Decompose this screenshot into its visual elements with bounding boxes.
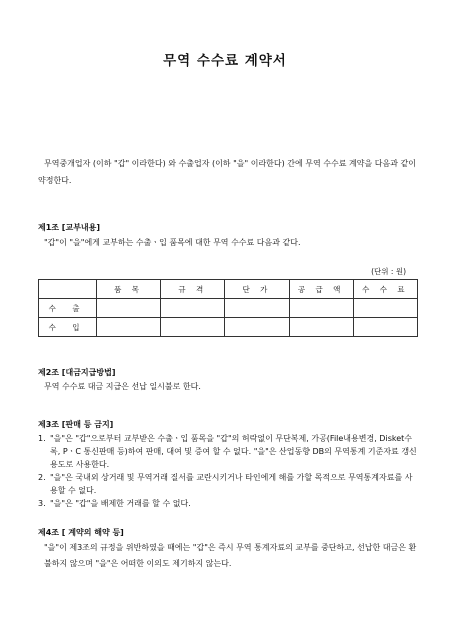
article2-body: 무역 수수료 대금 지급은 선납 일시불로 한다. [44,382,201,391]
fee-table-header-row [39,280,418,299]
header-cell-blank [39,280,97,299]
table-cell [161,318,225,337]
row-label-import: 수 입 [39,318,97,337]
article3-body [38,432,420,510]
table-cell [97,318,161,337]
list-item-number: 1. [38,434,46,443]
table-cell [225,299,289,318]
list-item-text: "을"은 국내외 상거래 및 무역거래 질서를 교란시키거나 타인에게 해를 가할 목적으로 무역통계자료를 사용할 수 없다. [50,473,413,495]
table-cell [289,299,353,318]
header-cell-unit-price: 단 가 [225,280,289,299]
row-label-export: 수 출 [39,299,97,318]
list-item [38,471,420,497]
article4-body: "을"이 제3조의 규정을 위반하였을 때에는 "갑"은 즉시 무역 통계자료의 교부를 중단하고, 선납한 대금은 환불하지 않으며 "을"은 어떠한 이의도 제기하지 않는다. [44,543,417,568]
header-cell-fee: 수 수 료 [353,280,417,299]
list-item [38,432,420,471]
table-cell [353,318,417,337]
unit-label: (단위 : 원) [371,267,406,276]
intro-paragraph: 무역중개업자 (이하 "갑" 이라한다) 와 수출업자 (이하 "을" 이라한다) 간에 무역 수수료 계약을 다음과 같이 약정한다. [38,159,416,185]
article3-list [38,432,420,510]
list-item-text: "을"은 "갑"으로부터 교부받은 수출ㆍ입 품목을 "갑"의 허락없이 무단복제, 가공(File내용변경, Disket수록, PㆍC 통신판매 등)하여 판매, 대여 및 증여 할 수 없다. "을"은 산업동향 DB의 무역통계 기준자료 갱신용도로 사용한다. [50,434,417,469]
table-cell [161,299,225,318]
header-cell-spec: 규 격 [161,280,225,299]
article1-heading: 제1조 [교부내용] [38,223,101,232]
header-cell-supply-amount: 공 급 액 [289,280,353,299]
header-cell-item: 품 목 [97,280,161,299]
table-row [39,318,418,337]
table-row [39,299,418,318]
article4-heading: 제4조 [ 계약의 해약 등] [38,528,124,537]
document-title: 무역 수수료 계약서 [163,53,287,69]
table-cell [97,299,161,318]
list-item-number: 2. [38,473,46,482]
article2-heading: 제2조 [대금지급방법] [38,368,116,377]
fee-table [38,279,418,337]
table-cell [289,318,353,337]
list-item-text: "을"은 "갑"을 배제한 거래를 할 수 없다. [50,499,191,508]
article1-body: "갑"이 "을"에게 교부하는 수출ㆍ입 품목에 대한 무역 수수료 다음과 같다. [44,238,301,247]
article3-heading: 제3조 [판매 등 금지] [38,420,114,429]
table-cell [225,318,289,337]
list-item-number: 3. [38,499,46,508]
list-item [38,497,420,510]
table-cell [353,299,417,318]
